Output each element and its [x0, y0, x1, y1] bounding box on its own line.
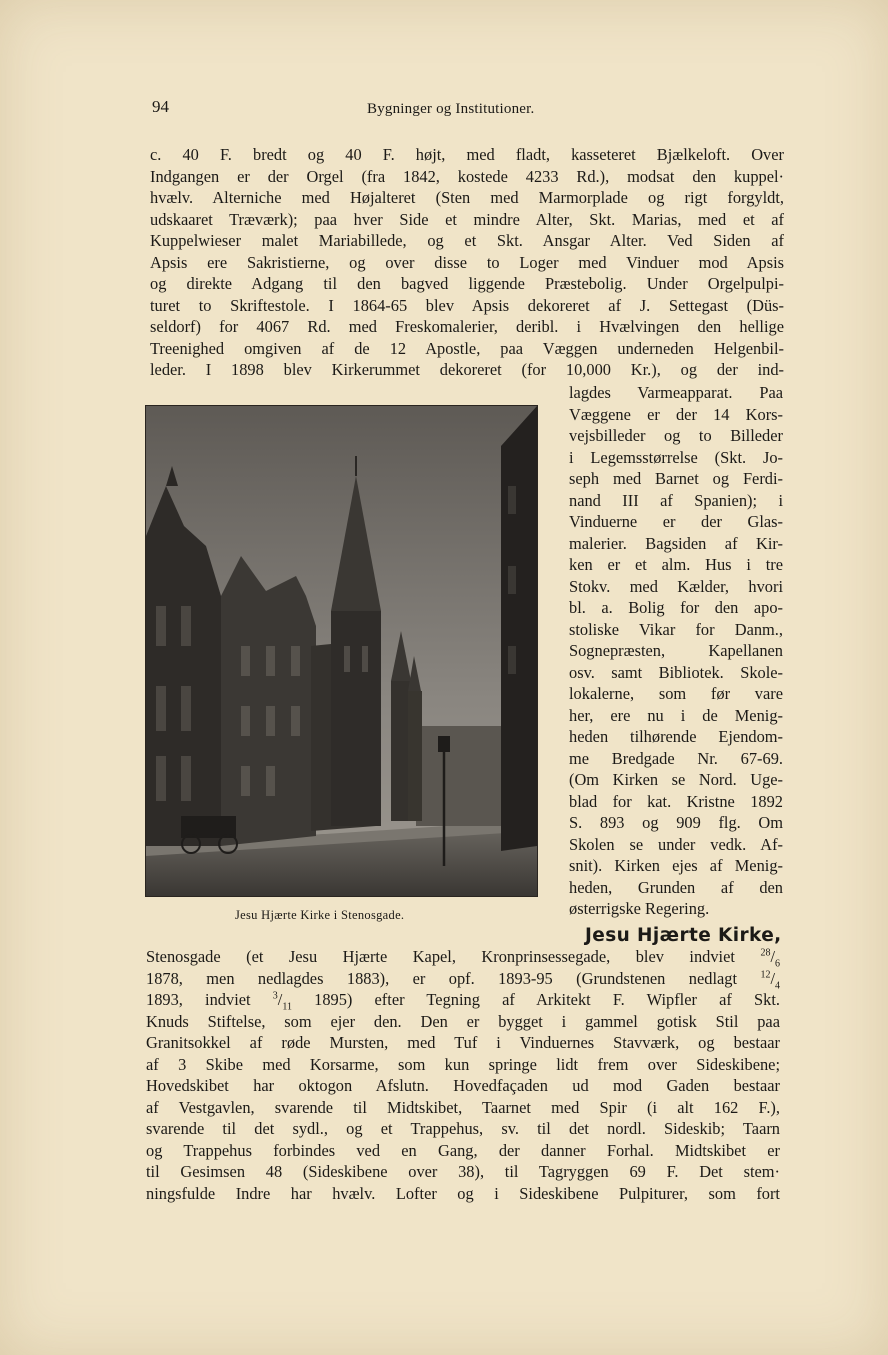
text-line: Stokv. med Kælder, hvori — [569, 576, 783, 596]
text-line: (Om Kirken se Nord. Uge- — [569, 770, 783, 789]
text-line: Hovedskibet har oktogon Afslutn. Hovedfaçaden ud mod Gaden bestaar — [146, 1076, 780, 1095]
text-line: stoliske Vikar for Danm., — [569, 619, 783, 639]
text-line: ningsfulde Indre har hvælv. Lofter og i Sideskibene Pulpiturer, som fort — [146, 1183, 780, 1203]
text-line: nand III af Spanien); i — [569, 490, 783, 510]
date-fraction-numerator: 3 — [272, 990, 278, 1002]
date-fraction-numerator: 28 — [760, 947, 771, 959]
text-line: Sognepræsten, Kapellanen — [569, 641, 783, 660]
bottom-paragraph — [146, 946, 780, 1204]
text-line: me Bredgade Nr. 67-69. — [569, 748, 783, 768]
text-line: i Legemsstørrelse (Skt. Jo- — [569, 447, 783, 467]
text-line: svarende til det sydl., og et Trappehus, sv. til det nordl. Sideskib; Taarn — [146, 1119, 780, 1138]
text-line: heden, Grunden af den — [569, 877, 783, 897]
text-line: Vinduerne er der Glas- — [569, 512, 783, 531]
text-line: c. 40 F. bredt og 40 F. højt, med fladt, kasseteret Bjælkeloft. Over — [150, 145, 784, 164]
text-line: seph med Barnet og Ferdi- — [569, 469, 783, 488]
text-line: til Gesimsen 48 (Sideskibene over 38), til Tagryggen 69 F. Det stem· — [146, 1162, 780, 1181]
text-line: Treenighed omgiven af de 12 Apostle, paa Væggen underneden Helgenbil- — [150, 338, 784, 358]
text-line: Skolen se under vedk. Af- — [569, 834, 783, 854]
text-fragment: 1893, indviet — [146, 990, 273, 1009]
running-head: Bygninger og Institutioner. — [367, 101, 535, 117]
text-line: seldorf) for 4067 Rd. med Freskomalerier, deribl. i Hvælvingen den hellige — [150, 317, 784, 336]
text-line-with-date: Stenosgade (et Jesu Hjærte Kapel, Kronprinsessegade, blev indviet $^{28}/_6$ — [146, 947, 780, 970]
text-line: af 3 Skibe med Korsarme, som kun springe lidt frem over Sideskibene; — [146, 1054, 780, 1074]
top-paragraph — [150, 144, 784, 381]
text-line: Apsis ere Sakristierne, og over disse to Loger med Vinduer mod Apsis — [150, 252, 784, 272]
text-line: bl. a. Bolig for den apo- — [569, 598, 783, 617]
date-fraction-denominator: 4 — [775, 979, 780, 991]
text-line: udskaaret Træværk); paa hver Side et mindre Alter, Skt. Marias, med et af — [150, 209, 784, 229]
text-line: hvælv. Alterniche med Højalteret (Sten med Marmorplade og rigt forgyldt, — [150, 188, 784, 207]
page-number: 94 — [152, 97, 169, 116]
date-fraction-denominator: 11 — [282, 1001, 292, 1013]
text-line: snit). Kirken ejes af Menig- — [569, 856, 783, 875]
text-line: af Vestgavlen, svarende til Midtskibet, Taarnet med Spir (i alt 162 F.), — [146, 1097, 780, 1117]
text-line: Væggene er der 14 Kors- — [569, 404, 783, 424]
church-photograph-illustration — [146, 406, 537, 896]
text-line-with-date: 1893, indviet $^3/_{11}$ 1895) efter Tegning af Arkitekt F. Wipfler af Skt. — [146, 990, 780, 1013]
text-fragment: 1878, men nedlagdes 1883), er opf. 1893-95 (Grundstenen nedlagt — [146, 968, 761, 988]
date-fraction-numerator: 12 — [760, 969, 771, 981]
text-fragment: Stenosgade (et Jesu Hjærte Kapel, Kronprinsessegade, blev indviet — [146, 947, 761, 966]
text-line: her, ere nu i de Menig- — [569, 705, 783, 725]
text-line: leder. I 1898 blev Kirkerummet dekoreret (for 10,000 Kr.), og der ind- — [150, 360, 784, 379]
text-line: ken er et alm. Hus i tre — [569, 555, 783, 574]
text-line: østerrigske Regering. — [569, 899, 710, 918]
text-line: malerier. Bagsiden af Kir- — [569, 533, 783, 553]
text-line: og Trappehus forbindes ved en Gang, der danner Forhal. Midtskibet er — [146, 1140, 780, 1160]
text-line: turet to Skriftestole. I 1864-65 blev Apsis dekoreret af J. Settegast (Düs- — [150, 295, 784, 315]
side-paragraph — [569, 382, 783, 920]
text-line: Granitsokkel af røde Mursten, med Tuf i Vinduernes Stavværk, og bestaar — [146, 1033, 780, 1052]
text-fragment: 1895) efter Tegning af Arkitekt F. Wipfler af Skt. — [291, 990, 780, 1009]
text-line: Knuds Stiftelse, som ejer den. Den er bygget i gammel gotisk Stil paa — [146, 1011, 780, 1031]
text-line: og direkte Adgang til den bagved liggende Præstebolig. Under Orgelpulpi- — [150, 274, 784, 293]
section-heading: Jesu Hjærte Kirke, — [585, 925, 782, 946]
text-line: Kuppelwieser malet Mariabillede, og et Skt. Ansgar Alter. Ved Siden af — [150, 231, 784, 250]
text-line: S. 893 og 909 flg. Om — [569, 813, 783, 832]
text-line: heden tilhørende Ejendom- — [569, 727, 783, 746]
text-line: lokalerne, som før vare — [569, 684, 783, 703]
date-fraction-denominator: 6 — [775, 958, 780, 970]
text-line-with-date: 1878, men nedlagdes 1883), er opf. 1893-95 (Grundstenen nedlagt $^{12}/_4$ — [146, 968, 780, 991]
text-line: lagdes Varmeapparat. Paa — [569, 383, 783, 402]
text-line: osv. samt Bibliotek. Skole- — [569, 662, 783, 682]
text-line: vejsbilleder og to Billeder — [569, 426, 783, 445]
figure-caption: Jesu Hjærte Kirke i Stenosgade. — [235, 908, 405, 922]
text-line: Indgangen er der Orgel (fra 1842, kostede 4233 Rd.), modsat den kuppel· — [150, 166, 784, 186]
church-photograph — [145, 405, 538, 897]
text-line: blad for kat. Kristne 1892 — [569, 791, 783, 811]
